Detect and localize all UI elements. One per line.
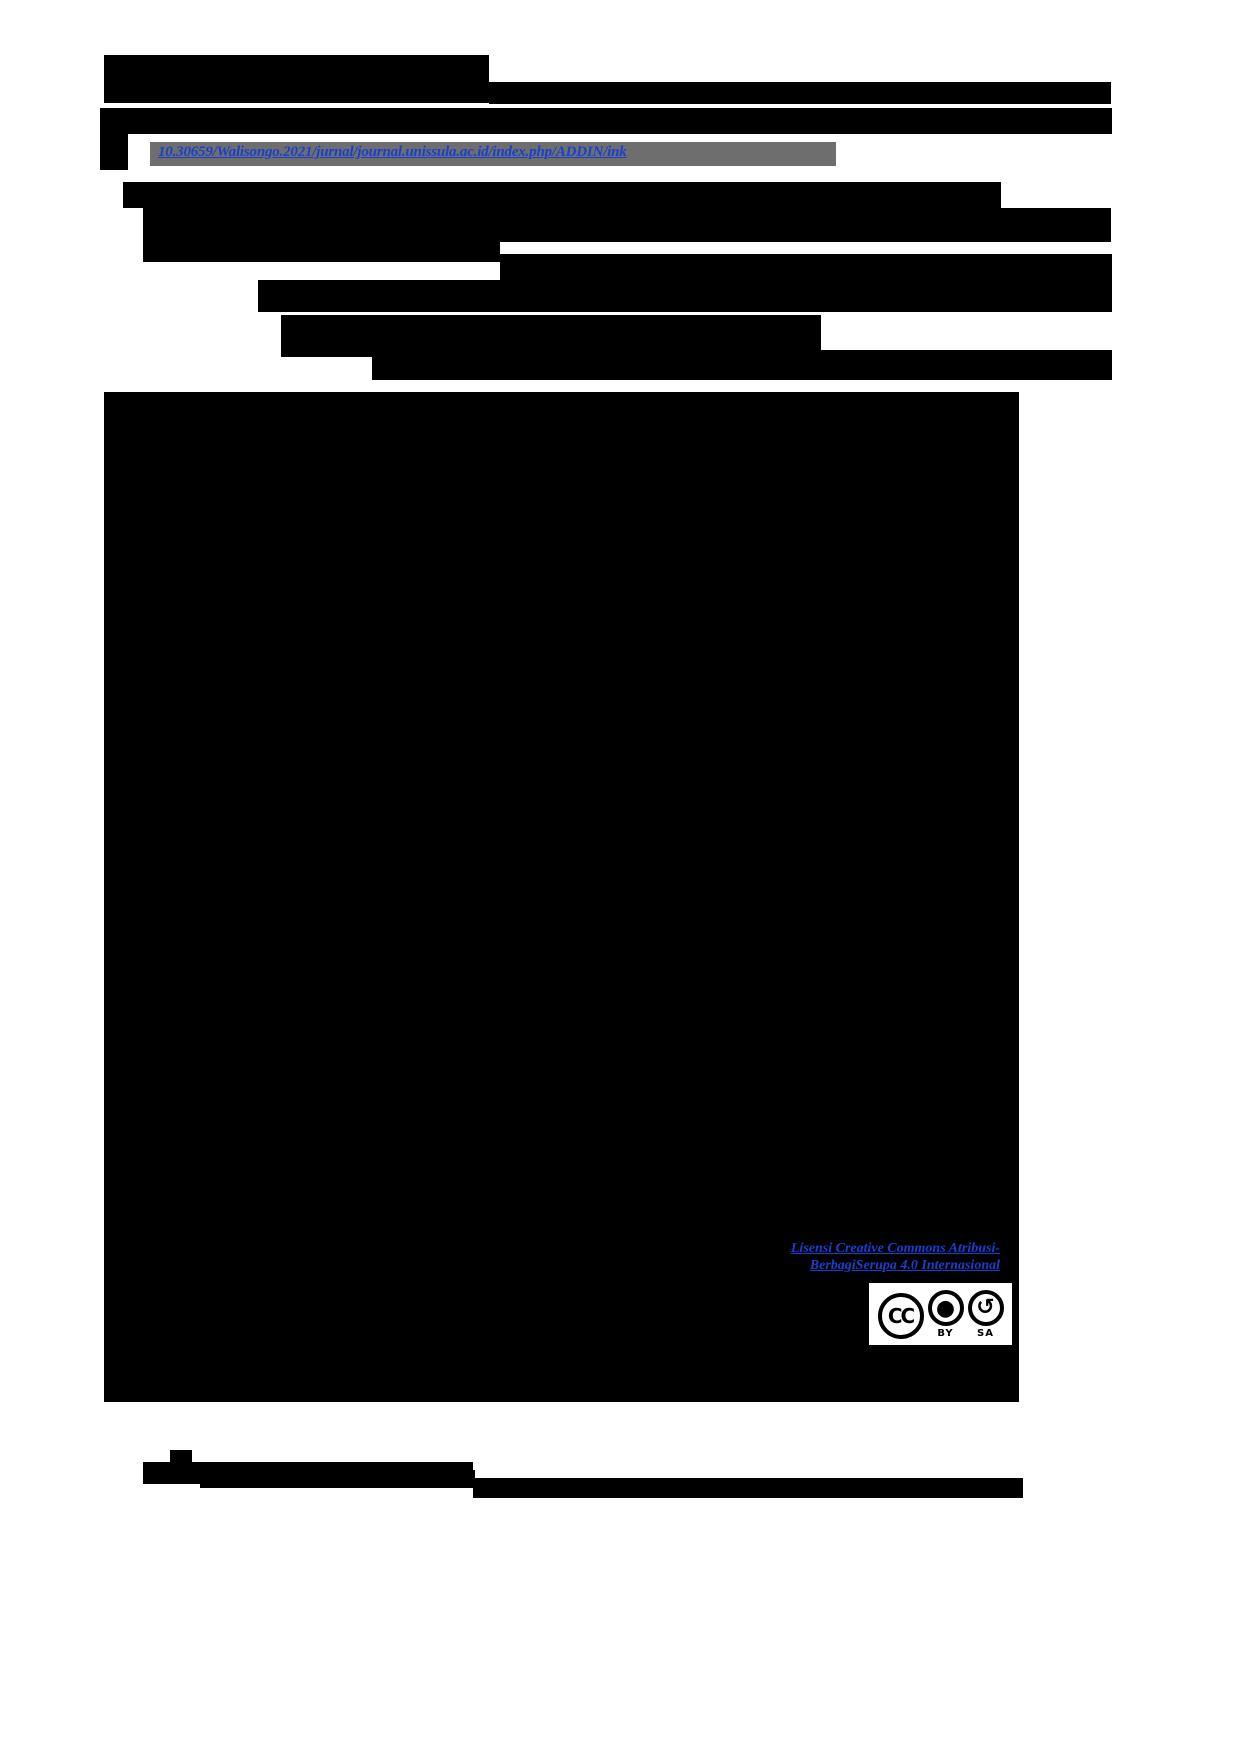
cc-sa-icon — [968, 1290, 1004, 1339]
license-text[interactable] — [700, 1240, 1000, 1274]
affiliation-bar — [143, 240, 500, 262]
section-heading-bar-secondary — [372, 350, 1112, 380]
license-line-2: BerbagiSerupa 4.0 Internasional — [809, 1258, 1000, 1273]
subtitle-bar — [123, 182, 1001, 208]
url-label-mark — [100, 132, 128, 170]
title-line — [104, 55, 489, 103]
footer-mark — [170, 1450, 192, 1480]
cc-by-label: BY — [937, 1327, 954, 1339]
journal-url-link[interactable]: 10.30659/Walisongo.2021/jurnal/journal.unissula.ac.id/index.php/ADDIN/ink — [158, 144, 627, 160]
affiliation-bar-secondary — [500, 254, 1112, 282]
cc-logo-icon — [878, 1293, 924, 1339]
license-line-1: Lisensi Creative Commons Atribusi- — [790, 1241, 1000, 1256]
footer-rule-mid — [200, 1470, 475, 1488]
header-rule-right — [489, 82, 1111, 104]
cc-by-icon — [928, 1290, 964, 1339]
header-rule-left — [100, 108, 1112, 134]
abstract-bar — [258, 280, 1112, 312]
sa-symbol: ↺ — [976, 1295, 995, 1320]
cc-circle-icon — [878, 1293, 924, 1339]
cc-logo-text: CC — [887, 1303, 914, 1328]
cc-sa-label: SA — [977, 1327, 994, 1339]
share-alike-icon — [968, 1290, 1004, 1326]
person-icon: ● — [928, 1290, 964, 1326]
byline-bar — [143, 208, 1111, 242]
footer-rule-right — [473, 1478, 1023, 1498]
creative-commons-badge[interactable] — [869, 1283, 1012, 1345]
